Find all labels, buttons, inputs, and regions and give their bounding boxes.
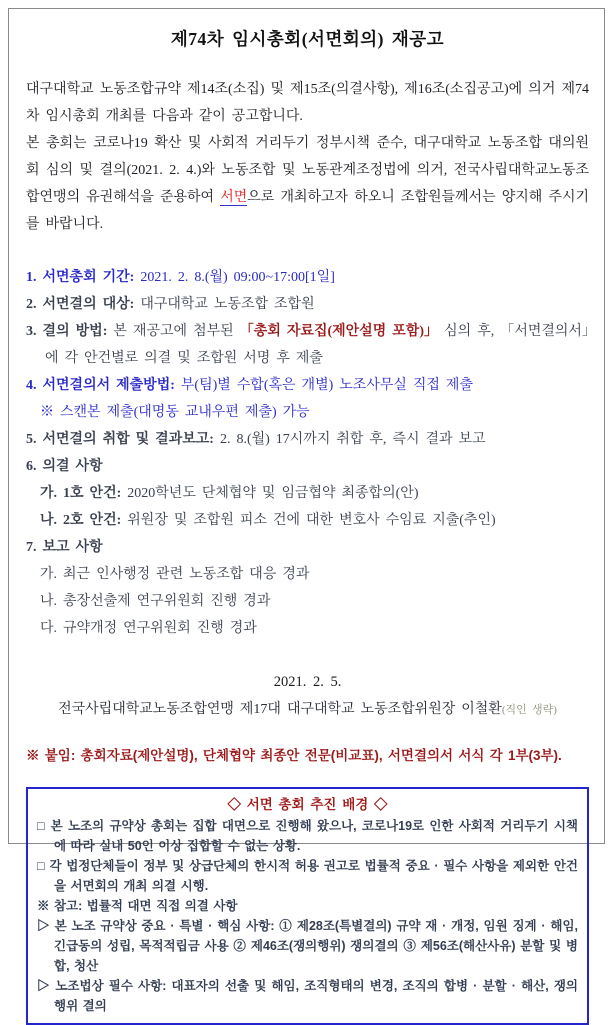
list-item-6a-value: 2020학년도 단체협약 및 임금협약 최종합의(안) — [121, 486, 419, 501]
document-date: 2021. 2. 5. — [273, 674, 342, 690]
list-item-7-label: 7. 보고 사항 — [26, 540, 103, 555]
list-item-2-target — [26, 291, 589, 318]
list-item-2-value: 대구대학교 노동조합 조합원 — [134, 297, 315, 312]
list-item-3-mid: 본 재공고에 첨부된 — [107, 324, 240, 339]
list-item-4-note: ※ 스캔본 제출(대명동 교내우편 제출) 가능 — [40, 405, 310, 420]
list-item-5-label: 5. 서면결의 취합 및 결과보고: — [26, 432, 214, 447]
list-item-6-label: 6. 의결 사항 — [26, 459, 103, 474]
list-item-6a-agenda1 — [40, 480, 589, 507]
list-item-6a-label: 가. 1호 안건: — [40, 486, 122, 501]
list-item-1-value: 2021. 2. 8.(월) 09:00~17:00[1일] — [134, 270, 335, 285]
box-item-4-union-rules: ▷ 본 노조 규약상 중요 · 특별 · 핵심 사항: ① 제28조(특별결의) 규약 재 · 개정, 임원 징계 · 해임, 긴급동의 성립, 목적적립금 사용 ② 제46조(쟁의행위) 쟁의결의 ③ 제56조(해산사유) 분할 및 병합, 청산 — [37, 919, 578, 973]
list-item-5-report — [26, 426, 589, 453]
list-item-7b: 나. 총장선출제 연구위원회 진행 경과 — [40, 594, 271, 609]
intro-paragraph-2 — [26, 130, 589, 238]
list-item-6b-agenda2 — [40, 507, 589, 534]
list-item-4-value: 부(팀)별 수합(혹은 개별) 노조사무실 직접 제출 — [174, 378, 473, 393]
list-item-7a: 가. 최근 인사행정 관련 노동조합 대응 경과 — [40, 567, 310, 582]
list-item-1-period — [26, 264, 589, 291]
intro-paragraph-1: 대구대학교 노동조합규약 제14조(소집) 및 제15조(의결사항), 제16조(소집공고)에 의거 제74차 임시총회 개최를 다음과 같이 공고합니다. — [26, 82, 589, 124]
intro-paragraph-2-post: 으로 개최하고자 하오니 조합원들께서는 양지해 주시기를 바랍니다. — [26, 190, 589, 232]
list-item-7-reports — [26, 534, 589, 561]
list-item-5-value: 2. 8.(월) 17시까지 취합 후, 즉시 결과 보고 — [213, 432, 486, 447]
box-item-5-labor-law: ▷ 노조법상 필수 사항: 대표자의 선출 및 해임, 조직형태의 변경, 조직의 합병 · 분할 · 해산, 쟁의행위 결의 — [37, 979, 578, 1013]
highlighted-term-seomyeon: 서면 — [220, 190, 248, 205]
list-item-6-resolutions — [26, 453, 589, 480]
list-item-4-submission — [26, 372, 589, 399]
list-item-3-value: 심의 후, 「서면결의서」에 각 안건별로 의결 및 조합원 서명 후 제출 — [45, 324, 589, 366]
list-item-2-label: 2. 서면결의 대상: — [26, 297, 135, 312]
box-item-2: □ 각 법정단체들이 정부 및 상급단체의 한시적 허용 권고로 법률적 중요 · 필수 사항을 제외한 안건을 서면회의 개최 의결 시행. — [37, 859, 578, 893]
box-item-3-reference: ※ 참고: 법률적 대면 직접 의결 사항 — [37, 899, 238, 913]
signature-seal-note: (직인 생략) — [501, 704, 557, 716]
list-item-1-label: 1. 서면총회 기간: — [26, 270, 135, 285]
box-item-1: □ 본 노조의 규약상 총회는 집합 대면으로 진행해 왔으나, 코로나19로 인한 사회적 거리두기 시책에 따라 실내 50인 이상 집합할 수 없는 상황. — [37, 819, 578, 853]
list-item-3-label: 3. 결의 방법: — [26, 324, 108, 339]
attachment-note: ※ 붙임: 총회자료(제안설명), 단체협약 최종안 전문(비교표), 서면결의서 서식 각 1부(3부). — [26, 748, 562, 763]
list-item-7c: 다. 규약개정 연구위원회 진행 경과 — [40, 621, 257, 636]
intro-paragraph-2-pre: 본 총회는 코로나19 확산 및 사회적 거리두기 정부시책 준수, 대구대학교 노동조합 대의원회 심의 및 결의(2021. 2. 4.)와 노동조합 및 노동관계조정법에 의거, 전국사립대학교노동조합연맹의 유권해석을 준용하여 — [26, 136, 589, 205]
background-box — [26, 787, 589, 1025]
page-title: 제74차 임시총회(서면회의) 재공고 — [170, 29, 445, 49]
box-header: ◇ 서면 총회 추진 배경 ◇ — [227, 797, 388, 812]
meeting-info-list — [26, 264, 589, 642]
signature-line — [26, 696, 589, 724]
list-item-3-method — [26, 318, 589, 372]
list-item-6b-label: 나. 2호 안건: — [40, 513, 122, 528]
list-item-4-label: 4. 서면결의서 제출방법: — [26, 378, 175, 393]
list-item-3-emphasis: 「총회 자료집(제안설명 포함)」 — [239, 324, 439, 339]
list-item-6b-value: 위원장 및 조합원 피소 건에 대한 변호사 수임료 지출(추인) — [121, 513, 496, 528]
announcement-document — [26, 18, 589, 1025]
signature-main: 전국사립대학교노동조합연맹 제17대 대구대학교 노동조합위원장 이철환 — [58, 702, 502, 717]
